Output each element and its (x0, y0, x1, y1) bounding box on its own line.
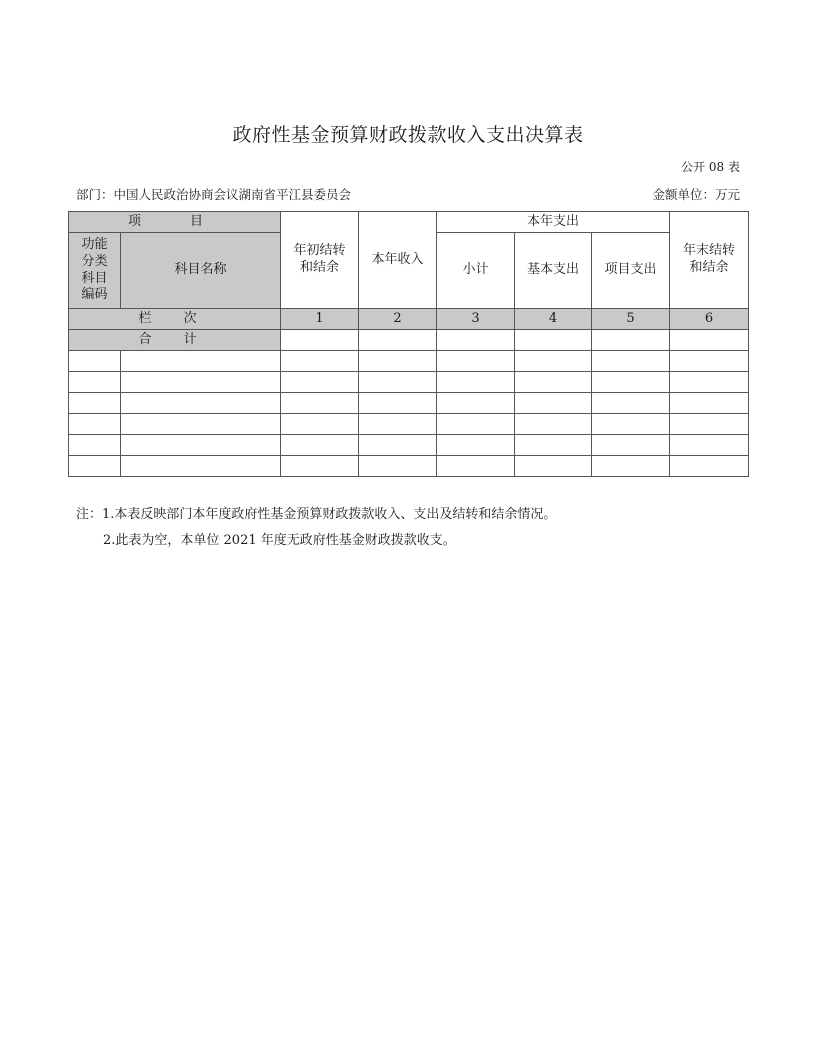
index-col-6: 6 (670, 309, 749, 330)
cell (281, 414, 359, 435)
header-begin-balance: 年初结转和结余 (281, 212, 359, 309)
cell (437, 435, 515, 456)
index-col-3: 3 (437, 309, 515, 330)
cell (437, 351, 515, 372)
cell (437, 456, 515, 477)
total-row (69, 330, 749, 351)
cell (359, 456, 437, 477)
note-1: 注：1.本表反映部门本年度政府性基金预算财政拨款收入、支出及结转和结余情况。 (76, 507, 557, 522)
header-subject-name: 科目名称 (121, 233, 281, 309)
cell (281, 393, 359, 414)
page-title: 政府性基金预算财政拨款收入支出决算表 (232, 124, 584, 146)
cell (281, 372, 359, 393)
total-cell (281, 330, 359, 351)
total-label: 合 计 (69, 330, 281, 351)
cell (515, 414, 592, 435)
cell (281, 351, 359, 372)
cell (592, 393, 670, 414)
header-subtotal: 小计 (437, 233, 515, 309)
header-func-code: 功能分类科目编码 (69, 233, 121, 309)
cell (69, 372, 121, 393)
table-row (69, 372, 749, 393)
total-cell (437, 330, 515, 351)
header-income: 本年收入 (359, 212, 437, 309)
department-label: 部门：中国人民政治协商会议湖南省平江县委员会 (76, 187, 352, 202)
table-row (69, 393, 749, 414)
total-cell (359, 330, 437, 351)
index-col-1: 1 (281, 309, 359, 330)
cell (670, 435, 749, 456)
total-cell (670, 330, 749, 351)
cell (69, 414, 121, 435)
index-col-4: 4 (515, 309, 592, 330)
table-row (69, 414, 749, 435)
cell (121, 393, 281, 414)
cell (515, 351, 592, 372)
cell (437, 414, 515, 435)
cell (515, 393, 592, 414)
index-col-2: 2 (359, 309, 437, 330)
cell (359, 414, 437, 435)
table-row (69, 456, 749, 477)
cell (359, 393, 437, 414)
total-cell (592, 330, 670, 351)
cell (121, 456, 281, 477)
cell (670, 351, 749, 372)
cell (670, 414, 749, 435)
cell (121, 435, 281, 456)
cell (592, 456, 670, 477)
header-end-balance: 年末结转和结余 (670, 212, 749, 309)
cell (121, 414, 281, 435)
cell (437, 393, 515, 414)
total-cell (515, 330, 592, 351)
cell (121, 372, 281, 393)
cell (670, 456, 749, 477)
cell (359, 372, 437, 393)
cell (437, 372, 515, 393)
cell (515, 435, 592, 456)
note-2: 2.此表为空，本单位 2021 年度无政府性基金财政拨款收支。 (103, 533, 456, 548)
form-number: 公开 08 表 (681, 160, 740, 174)
amount-unit: 金额单位：万元 (652, 187, 740, 202)
index-row-label: 栏 次 (69, 309, 281, 330)
cell (69, 351, 121, 372)
header-expenditure: 本年支出 (437, 212, 670, 233)
cell (69, 393, 121, 414)
cell (515, 456, 592, 477)
cell (670, 393, 749, 414)
cell (592, 435, 670, 456)
table-row (69, 351, 749, 372)
budget-table (68, 211, 749, 477)
cell (359, 435, 437, 456)
cell (359, 351, 437, 372)
cell (69, 456, 121, 477)
cell (281, 435, 359, 456)
header-project: 项目支出 (592, 233, 670, 309)
cell (670, 372, 749, 393)
cell (592, 351, 670, 372)
index-col-5: 5 (592, 309, 670, 330)
notes (76, 502, 556, 554)
table-row (69, 435, 749, 456)
cell (592, 372, 670, 393)
cell (121, 351, 281, 372)
cell (69, 435, 121, 456)
header-item: 项 目 (69, 212, 281, 233)
header-basic: 基本支出 (515, 233, 592, 309)
cell (592, 414, 670, 435)
cell (515, 372, 592, 393)
cell (281, 456, 359, 477)
